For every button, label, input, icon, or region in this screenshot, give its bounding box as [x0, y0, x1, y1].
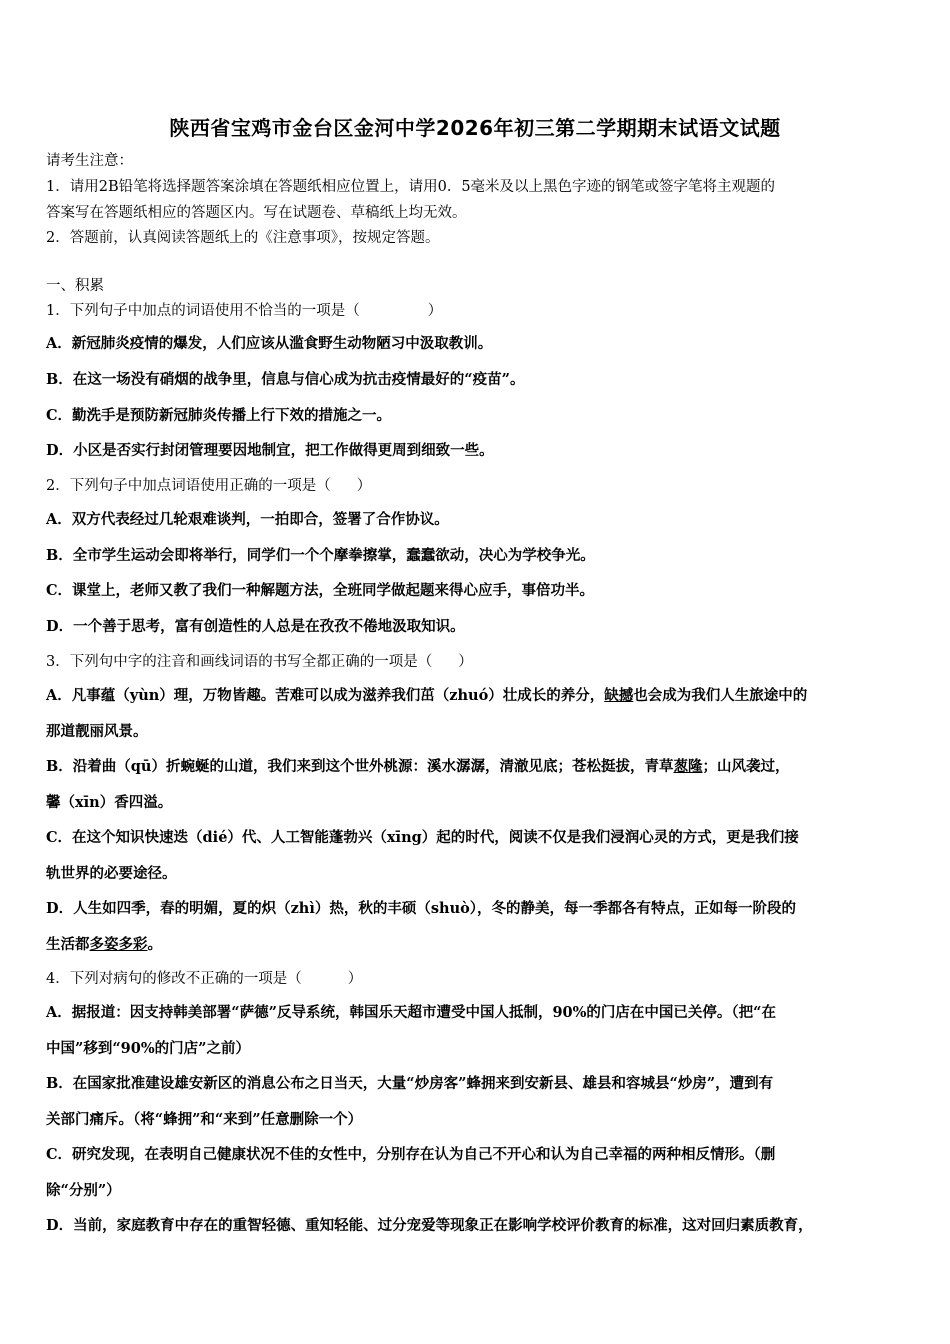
notice-item-1: 1．请用2B铅笔将选择题答案涂填在答题纸相应位置上，请用0．5毫米及以上黑色字迹的钢笔或签字笔将主观题的: [46, 179, 776, 195]
question-number: 2．: [46, 478, 70, 494]
q4-option-c-cont: 除“分别”）: [46, 1182, 121, 1199]
page-title: 陕西省宝鸡市金台区金河中学2026年初三第二学期期末试语文试题: [169, 116, 781, 140]
q1-option-b: B．在这一场没有硝烟的战争里，信息与信心成为抗击疫情最好的“疫苗”。: [46, 371, 525, 388]
underlined-word: 多姿多彩: [89, 936, 148, 953]
question-4-stem: 4．下列对病句的修改不正确的一项是（ ）: [46, 971, 363, 987]
question-number: 3．: [46, 654, 70, 670]
q1-option-a: A．新冠肺炎疫情的爆发，人们应该从滥食野生动物陋习中汲取教训。: [46, 335, 493, 352]
q3-option-b: B．沿着曲（qū）折蜿蜒的山道，我们来到这个世外桃源：溪水潺潺，清澈见底；苍松挺拔，青草葱隆；山风袭过，: [46, 758, 790, 775]
q3-option-b-cont: 馨（xīn）香四溢。: [46, 794, 173, 811]
question-1-stem: 1．下列句子中加点的词语使用不恰当的一项是（ ）: [46, 303, 443, 319]
q2-option-d: D．一个善于思考，富有创造性的人总是在孜孜不倦地汲取知识。: [46, 618, 465, 635]
q3-option-a: A．凡事蕴（yùn）理，万物皆趣。苦难可以成为滋养我们茁（zhuó）壮成长的养分，缺撼也会成为我们人生旅途中的: [46, 687, 808, 704]
q4-option-a-cont: 中国”移到“90%的门店”之前）: [46, 1040, 250, 1057]
notice-item-2: 2．答题前，认真阅读答题纸上的《注意事项》，按规定答题。: [46, 230, 440, 246]
question-number: 4．: [46, 971, 70, 987]
q4-option-b-cont: 关部门痛斥。（将“蜂拥”和“来到”任意删除一个）: [46, 1111, 363, 1128]
q1-option-c: C．勤洗手是预防新冠肺炎传播上行下效的措施之一。: [46, 407, 392, 424]
q3-option-d-cont: 生活都多姿多彩。: [46, 936, 162, 953]
q4-option-a: A．据报道：因支持韩美部署“萨德”反导系统，韩国乐天超市遭受中国人抵制，90%的门店在中国已关停。（把“在: [46, 1004, 776, 1021]
q3-option-a-cont: 那道靓丽风景。: [46, 723, 148, 740]
q4-option-c: C．研究发现，在表明自己健康状况不佳的女性中，分别存在认为自己不开心和认为自己幸福的两种相反情形。（删: [46, 1146, 776, 1163]
q4-option-d: D．当前，家庭教育中存在的重智轻德、重知轻能、过分宠爱等现象正在影响学校评价教育的标准，这对回归素质教育，: [46, 1217, 813, 1234]
underlined-word: 缺撼: [604, 687, 634, 704]
q1-option-d: D．小区是否实行封闭管理要因地制宜，把工作做得更周到细致一些。: [46, 442, 494, 459]
question-number: 1．: [46, 303, 70, 319]
q3-option-c: C．在这个知识快速迭（dié）代、人工智能蓬勃兴（xīng）起的时代，阅读不仅是我们浸润心灵的方式，更是我们接: [46, 829, 799, 846]
notice-heading: 请考生注意：: [46, 153, 133, 169]
q4-option-b: B．在国家批准建设雄安新区的消息公布之日当天，大量“炒房客”蜂拥来到安新县、雄县和容城县“炒房”，遭到有: [46, 1075, 774, 1092]
section-heading: 一、积累: [46, 278, 104, 294]
question-3-stem: 3．下列句中字的注音和画线词语的书写全都正确的一项是（ ）: [46, 654, 473, 670]
q2-option-a: A．双方代表经过几轮艰难谈判，一拍即合，签署了合作协议。: [46, 511, 449, 528]
q2-option-b: B．全市学生运动会即将举行，同学们一个个摩拳擦掌，蠢蠢欲动，决心为学校争光。: [46, 547, 595, 564]
q2-option-c: C．课堂上，老师又教了我们一种解题方法，全班同学做起题来得心应手，事倍功半。: [46, 582, 595, 599]
q3-option-c-cont: 轨世界的必要途径。: [46, 865, 177, 882]
underlined-word: 葱隆: [673, 758, 703, 775]
question-2-stem: 2．下列句子中加点词语使用正确的一项是（ ）: [46, 478, 372, 494]
q3-option-d: D．人生如四季，春的明媚，夏的炽（zhì）热，秋的丰硕（shuò），冬的静美，每一季都各有特点，正如每一阶段的: [46, 900, 797, 917]
notice-item-1-cont: 答案写在答题纸相应的答题区内。写在试题卷、草稿纸上均无效。: [46, 205, 467, 221]
